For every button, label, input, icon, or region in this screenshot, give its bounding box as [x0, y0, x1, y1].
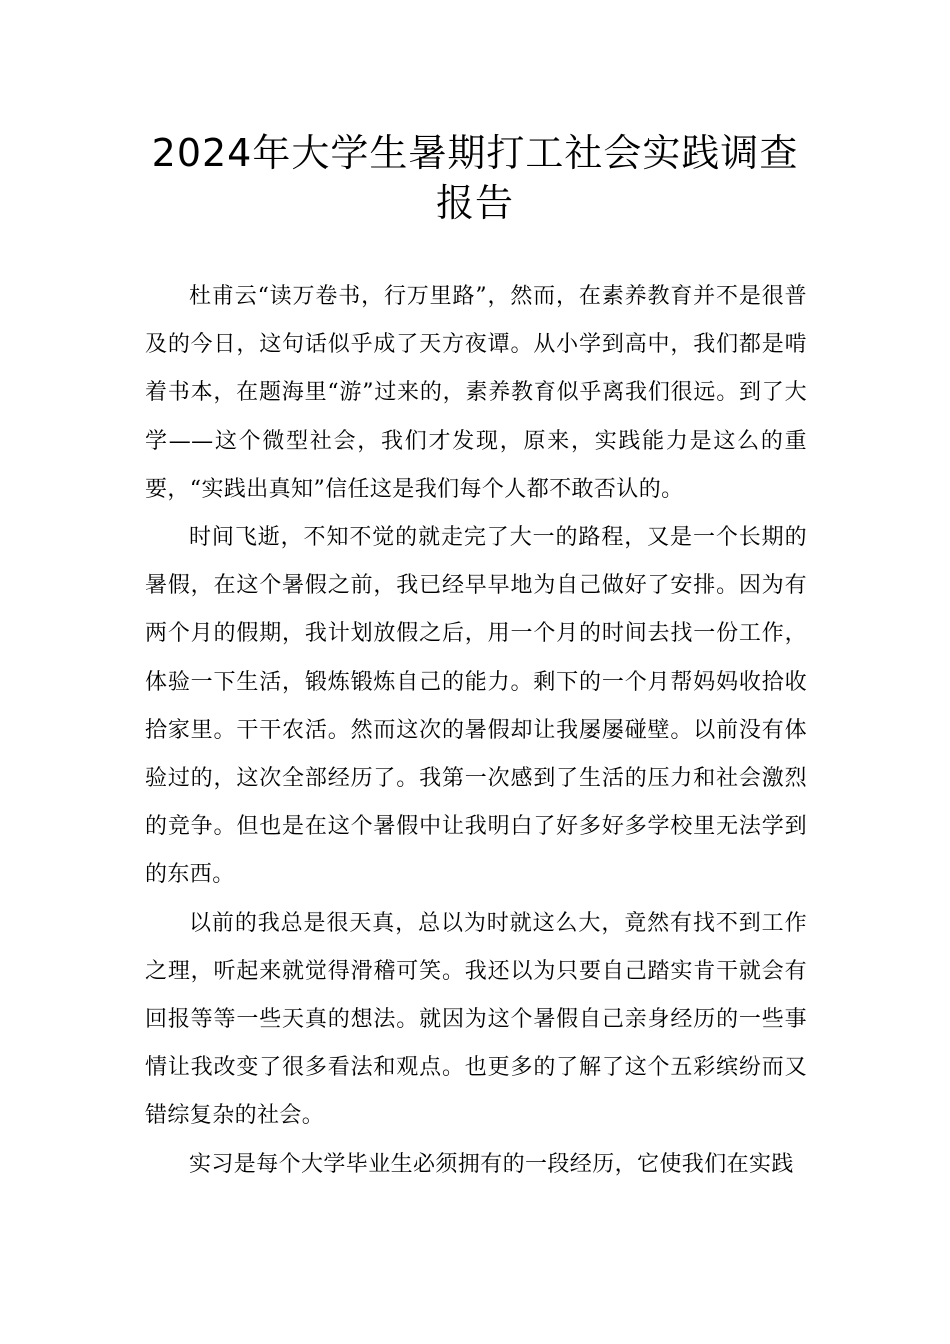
- paragraph-4: 实习是每个大学毕业生必须拥有的一段经历，它使我们在实践: [189, 1151, 794, 1177]
- paragraph-2: 时间飞逝，不知不觉的就走完了大一的路程，又是一个长期的暑假，在这个暑假之前，我已经早早地为自己做好了安排。因为有两个月的假期，我计划放假之后，用一个月的时间去找一份工作，体验一下生活，锻炼锻炼自己的能力。剩下的一个月帮妈妈收拾收拾家里。干干农活。然而这次的暑假却让我屡屡碰壁。以前没有体验过的，这次全部经历了。我第一次感到了生活的压力和社会激烈的竞争。但也是在这个暑假中让我明白了好多好多学校里无法学到的东西。: [145, 525, 807, 888]
- paragraph-1: 杜甫云“读万卷书，行万里路”，然而，在素养教育并不是很普及的今日，这句话似乎成了天方夜谭。从小学到高中，我们都是啃着书本，在题海里“游”过来的，素养教育似乎离我们很远。到了大学——这个微型社会，我们才发现，原来，实践能力是这么的重要，“实践出真知”信任这是我们每个人都不敢否认的。: [145, 284, 807, 502]
- document-title: 2024年大学生暑期打工社会实践调查报告: [151, 131, 799, 225]
- document-body: [145, 273, 807, 1189]
- paragraph-3: 以前的我总是很天真，总以为时就这么大，竟然有找不到工作之理，听起来就觉得滑稽可笑。我还以为只要自己踏实肯干就会有回报等等一些天真的想法。就因为这个暑假自己亲身经历的一些事情让我改变了很多看法和观点。也更多的了解了这个五彩缤纷而又错综复杂的社会。: [145, 910, 807, 1129]
